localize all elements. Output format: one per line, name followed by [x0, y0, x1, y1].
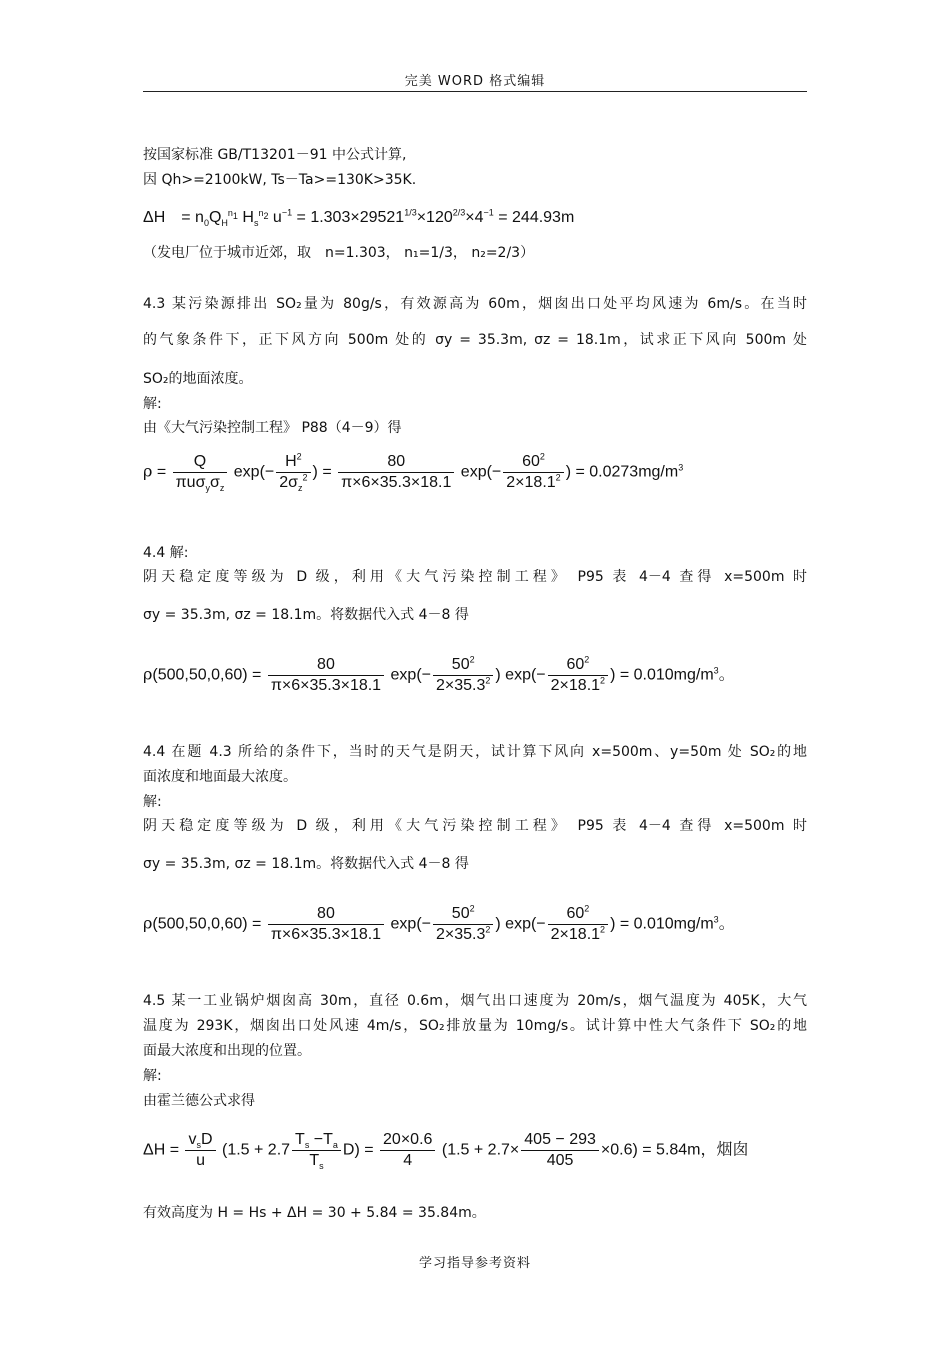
equation-rho-43: ρ = $\frac{Q}{\pi u\sigma_y\sigma_z}$ exp(− $\frac{H^2}{2\sigma_z^2}$ ) = $\frac{80}{\pi\times 6\times 35.3\times 18.1}$ exp(− $\frac{60^2}{2\times 18.1^2}$ ) = $0.0273mg/m^3$ [143, 451, 684, 494]
text-line: 解: [143, 1068, 162, 1084]
text-line: 4.4 解: [143, 545, 189, 561]
text-line: SO₂的地面浓度。 [143, 371, 253, 387]
equation-holland: ΔH = $\frac{v_sD}{u}$ (1.5 + 2.7 $\frac{T_s -T_a}{T_s}$ D) = $\frac{20\times 0.6}{4}$ (1.5 + 2.7× $\frac{405 - 293}{405}$ ×0.6) = 5.84m，烟囱 [143, 1131, 749, 1172]
text-line: 4.3 某污染源排出 SO₂量为 80g/s，有效源高为 60m，烟囱出口处平均风速为 6m/s。在当时 [143, 296, 807, 312]
text-line: σy = 35.3m, σz = 18.1m。将数据代入式 4－8 得 [143, 607, 469, 623]
equation-rho-44a: ρ(500,50,0,60) = $\frac{80}{\pi\times 6\times 35.3\times 18.1}$ exp(− $\frac{50^2}{2\times 35.3^2}$ ) exp(− $\frac{60^2}{2\times 18.1^2}$ ) = $0.010mg/m^3$。 [143, 654, 735, 694]
text-line: 温度为 293K，烟囱出口处风速 4m/s，SO₂排放量为 10mg/s。试计算中性大气条件下 SO₂的地 [143, 1018, 807, 1034]
text-line: 面浓度和地面最大浓度。 [143, 769, 297, 785]
text-line: 的气象条件下，正下风方向 500m 处的 σy = 35.3m, σz = 18.1m，试求正下风向 500m 处 [143, 332, 807, 348]
text-line: 阴天稳定度等级为 D 级，利用《大气污染控制工程》 P95 表 4－4 查得 x=500m 时 [143, 569, 807, 585]
text-line: 因 Qh>=2100kW, Ts－Ta>=130K>35K. [143, 172, 417, 188]
text-line: 由霍兰德公式求得 [143, 1093, 255, 1109]
text-line: 解: [143, 396, 162, 412]
text-line: （发电厂位于城市近郊，取 n=1.303， n₁=1/3， n₂=2/3） [143, 245, 535, 261]
equation-rho-44b: ρ(500,50,0,60) = $\frac{80}{\pi\times 6\times 35.3\times 18.1}$ exp(− $\frac{50^2}{2\times 35.3^2}$ ) exp(− $\frac{60^2}{2\times 18.1^2}$ ) = $0.010mg/m^3$。 [143, 903, 735, 943]
text-line: 按国家标准 GB/T13201－91 中公式计算, [143, 147, 407, 163]
equation-delta-h: ΔH = $n_0Q_H^{n_1}$ $H_s^{n_2}$ $u^{-1} = 1.303\times 29521^{1/3}\times 120^{2/3}\times 4^{-1} = 244.93m$ [143, 207, 575, 229]
header-rule [143, 91, 807, 92]
text-line: 解: [143, 794, 162, 810]
text-line: 阴天稳定度等级为 D 级，利用《大气污染控制工程》 P95 表 4－4 查得 x=500m 时 [143, 818, 807, 834]
page-header: 完美 WORD 格式编辑 [404, 74, 546, 89]
text-line: 面最大浓度和出现的位置。 [143, 1043, 311, 1059]
page-footer: 学习指导参考资料 [418, 1256, 531, 1271]
text-line: 由《大气污染控制工程》 P88（4－9）得 [143, 420, 402, 436]
text-line: 4.5 某一工业锅炉烟囱高 30m，直径 0.6m，烟气出口速度为 20m/s，烟气温度为 405K，大气 [143, 993, 807, 1009]
text-line: σy = 35.3m, σz = 18.1m。将数据代入式 4－8 得 [143, 856, 469, 872]
text-line: 有效高度为 H = Hs + ΔH = 30 + 5.84 = 35.84m。 [143, 1205, 486, 1221]
text-line: 4.4 在题 4.3 所给的条件下，当时的天气是阴天，试计算下风向 x=500m、y=50m 处 SO₂的地 [143, 744, 807, 760]
